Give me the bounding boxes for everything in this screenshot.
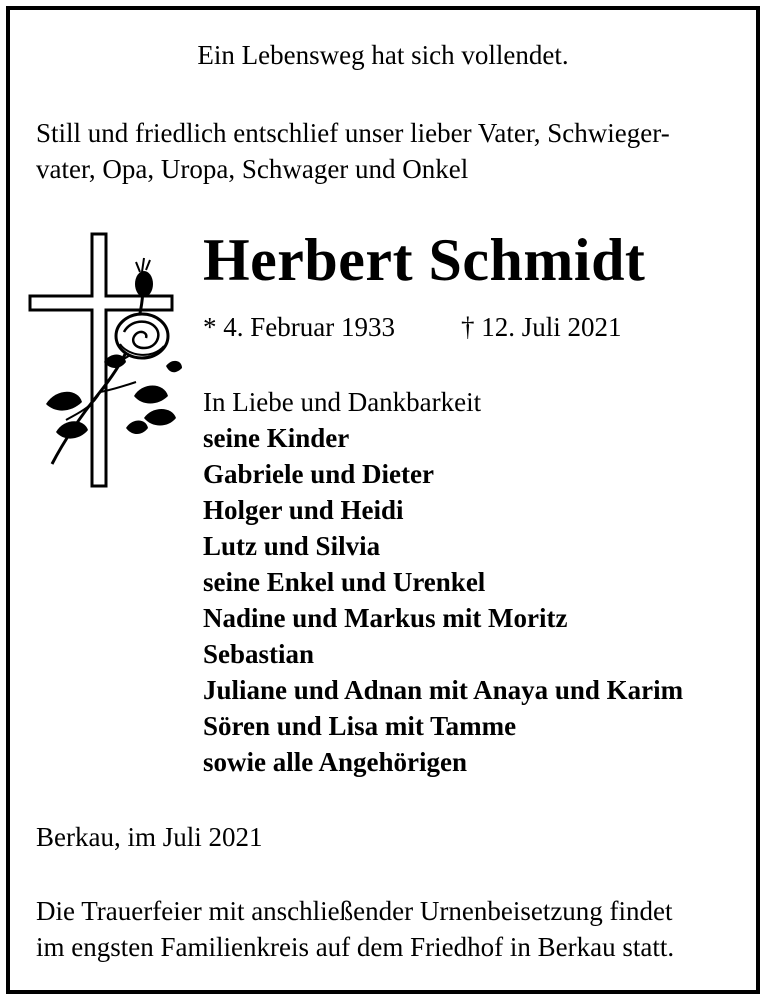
mourner-line: sowie alle Angehörigen <box>203 747 467 777</box>
announcement-line-2: vater, Opa, Uropa, Schwager und Onkel <box>36 154 469 184</box>
cross-with-rose-icon <box>26 232 186 492</box>
obituary-notice <box>6 6 760 994</box>
death-date: † 12. Juli 2021 <box>461 312 622 342</box>
ceremony-line-2: im engsten Familienkreis auf dem Friedhof in Berkau statt. <box>36 932 675 962</box>
mourner-line: Sören und Lisa mit Tamme <box>203 711 517 741</box>
intro-line: Ein Lebensweg hat sich vollendet. <box>197 40 569 70</box>
birth-date: * 4. Februar 1933 <box>203 312 395 342</box>
mourner-line: Nadine und Markus mit Moritz <box>203 603 568 633</box>
mourner-line: Juliane und Adnan mit Anaya und Karim <box>203 675 684 705</box>
announcement-line-1: Still und friedlich entschlief unser lieber Vater, Schwieger- <box>36 118 670 148</box>
place-date: Berkau, im Juli 2021 <box>36 822 263 852</box>
mourner-line: Sebastian <box>203 639 315 669</box>
mourner-line: seine Kinder <box>203 423 350 453</box>
ceremony-line-1: Die Trauerfeier mit anschließender Urnenbeisetzung findet <box>36 896 673 926</box>
deceased-name: Herbert Schmidt <box>203 227 646 293</box>
mourners-intro: In Liebe und Dankbarkeit <box>203 387 482 417</box>
mourner-line: Gabriele und Dieter <box>203 459 434 489</box>
mourner-line: Lutz und Silvia <box>203 531 381 561</box>
mourner-line: Holger und Heidi <box>203 495 404 525</box>
mourner-line: seine Enkel und Urenkel <box>203 567 486 597</box>
life-dates <box>203 312 622 342</box>
